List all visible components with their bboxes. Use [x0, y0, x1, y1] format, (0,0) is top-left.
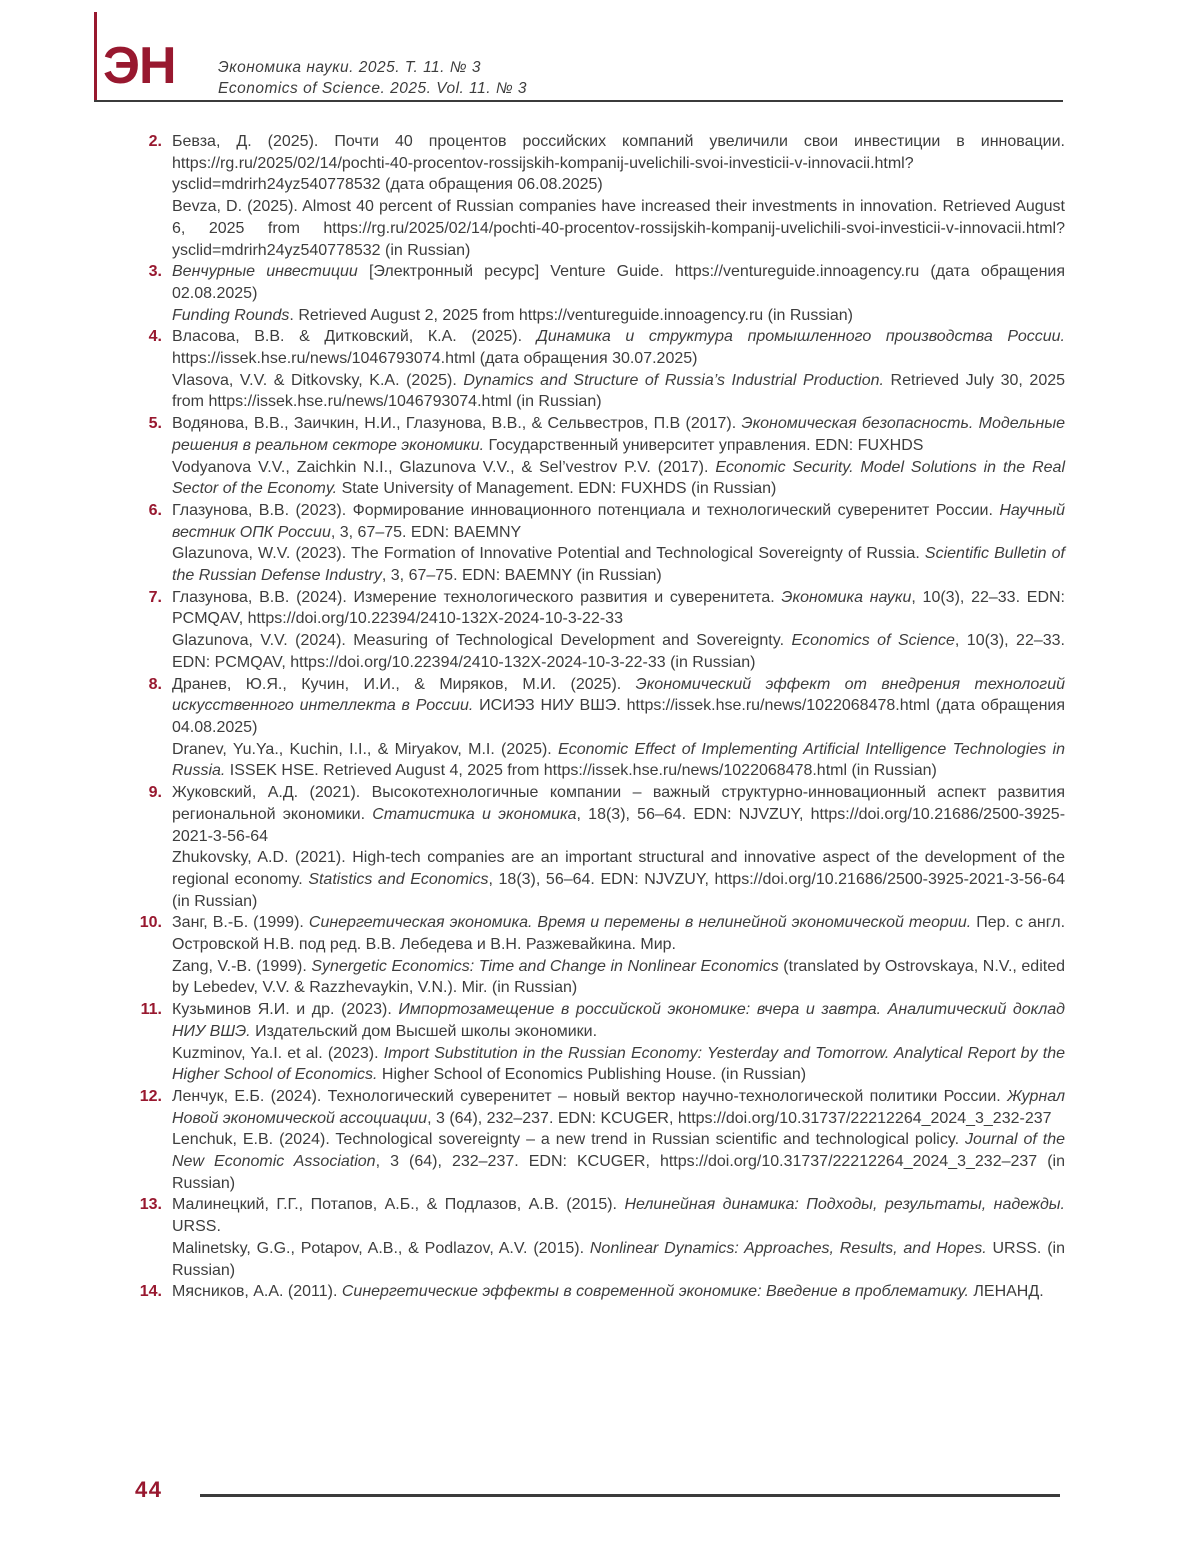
- logo-vertical-rule: [94, 12, 97, 102]
- reference-number: 13.: [139, 1196, 162, 1214]
- reference-english-entry: Glazunova, W.V. (2023). The Formation of Innovative Potential and Technological Sovereignty of Russia. Scientific Bulletin of the Russian Defense Industry, 3, 67–75. EDN: BAEMNY (in Russian): [172, 545, 1066, 585]
- reference-english-entry: Kuzminov, Ya.I. et al. (2023). Import Substitution in the Russian Economy: Yesterday and Tomorrow. Analytical Report by the Higher School of Economics. Higher School of Economics Publishing House. (in Russian): [172, 1044, 1065, 1084]
- reference-russian-entry: Водянова, В.В., Заичкин, Н.И., Глазунова, В.В., & Сельвестров, П.В (2017). Экономическая безопасность. Модельные решения в реальном секторе экономики. Государственный университет управления. EDN: FUXHDS: [172, 415, 1065, 454]
- reference-english-entry: Dranev, Yu.Ya., Kuchin, I.I., & Miryakov, M.I. (2025). Economic Effect of Implementing Artificial Intelligence Technologies in Russia. ISSEK HSE. Retrieved August 4, 2025 from https://issek.hse.ru/news/1022068478.html (in Russian): [172, 740, 1066, 780]
- reference-number: 6.: [148, 501, 162, 519]
- reference-text: [172, 131, 1065, 261]
- reference-text: [172, 782, 1065, 912]
- reference-english-entry: Malinetsky, G.G., Potapov, A.B., & Podlazov, A.V. (2015). Nonlinear Dynamics: Approaches, Results, and Hopes. URSS. (in Russian): [172, 1239, 1065, 1279]
- reference-russian-entry: Жуковский, А.Д. (2021). Высокотехнологичные компании – важный структурно-инновационный аспект развития региональной экономики. Статистика и экономика, 18(3), 56–64. EDN: NJVZUY, https://doi.org/10.21686/2500-3925-2021-3-56-64: [172, 784, 1066, 845]
- reference-item: [130, 587, 1065, 674]
- reference-russian-entry: Глазунова, В.В. (2023). Формирование инновационного потенциала и технологический суверенитет России. Научный вестник ОПК России, 3, 67–75. EDN: BAEMNY: [172, 501, 1065, 541]
- reference-number: 4.: [148, 328, 162, 346]
- reference-item: [130, 261, 1065, 326]
- journal-title-block: [218, 57, 527, 99]
- reference-item: [130, 912, 1065, 999]
- reference-item: [130, 326, 1065, 413]
- reference-russian-entry: Кузьминов Я.И. и др. (2023). Импортозамещение в российской экономике: вчера и завтра. Аналитический доклад НИУ ВШЭ. Издательский дом Высшей школы экономики.: [172, 1001, 1065, 1040]
- reference-english-entry: Glazunova, V.V. (2024). Measuring of Technological Development and Sovereignty. Economics of Science, 10(3), 22–33. EDN: PCMQAV, https://doi.org/10.22394/2410-132X-2024-10-3-22-33 (in Russian): [172, 632, 1065, 671]
- reference-number: 14.: [139, 1283, 162, 1301]
- reference-item: [130, 131, 1065, 261]
- reference-number: 3.: [148, 263, 162, 281]
- reference-text: [172, 1194, 1065, 1281]
- reference-english-entry: Bevza, D. (2025). Almost 40 percent of Russian companies have increased their investments in innovation. Retrieved August 6, 2025 from https://rg.ru/2025/02/14/pochti-40-procentov-rossijskih-kompanij-uvelichili-svoi-investicii-v-innovacii.html?ysclid=mdrirh24yz540778532 (in Russian): [172, 198, 1065, 259]
- reference-russian-entry: Мясников, А.А. (2011). Синергетические эффекты в современной экономике: Введение в проблематику. ЛЕНАНД.: [172, 1283, 1044, 1301]
- reference-english-entry: Zhukovsky, A.D. (2021). High-tech companies are an important structural and innovative aspect of the development of the regional economy. Statistics and Economics, 18(3), 56–64. EDN: NJVZUY, https://doi.org/10.21686/2500-3925-2021-3-56-64 (in Russian): [172, 849, 1065, 910]
- reference-item: [130, 500, 1065, 587]
- reference-english-entry: Lenchuk, E.B. (2024). Technological sovereignty – a new trend in Russian scientific and technological policy. Journal of the New Economic Association, 3 (64), 232–237. EDN: KCUGER, https://doi.org/10.31737/22212264_2024_3_232–237 (in Russian): [172, 1131, 1066, 1192]
- reference-russian-entry: Ленчук, Е.Б. (2024). Технологический суверенитет – новый вектор научно-технологической политики России. Журнал Новой экономической ассоциации, 3 (64), 232–237. EDN: KCUGER, https://doi.org/10.31737/22212264_2024_3_232-237: [172, 1087, 1065, 1127]
- reference-number: 2.: [148, 133, 162, 150]
- reference-text: [172, 326, 1065, 413]
- reference-text: [172, 1086, 1065, 1195]
- reference-item: [130, 1086, 1065, 1195]
- reference-text: [172, 261, 1065, 326]
- reference-russian-entry: Занг, В.-Б. (1999). Синергетическая экономика. Время и перемены в нелинейной экономической теории. Пер. с англ. Островской Н.В. под ред. В.В. Лебедева и В.Н. Разжевайкина. Мир.: [172, 914, 1066, 954]
- reference-text: [172, 912, 1065, 999]
- reference-item: [130, 413, 1065, 500]
- reference-russian-entry: Венчурные инвестиции [Электронный ресурс] Venture Guide. https://ventureguide.innoagency.ru (дата обращения 02.08.2025): [172, 263, 1066, 302]
- journal-title-en: Economics of Science. 2025. Vol. 11. № 3: [218, 80, 528, 97]
- reference-item: [130, 782, 1065, 912]
- reference-text: [172, 1281, 1065, 1303]
- reference-item: [130, 999, 1065, 1086]
- reference-number: 11.: [140, 1001, 162, 1019]
- footer-rule: [200, 1494, 1060, 1497]
- reference-russian-entry: Глазунова, В.В. (2024). Измерение технологического развития и суверенитета. Экономика науки, 10(3), 22–33. EDN: PCMQAV, https://doi.org/10.22394/2410-132X-2024-10-3-22-33: [172, 588, 1065, 628]
- reference-text: [172, 674, 1065, 783]
- reference-text: [172, 999, 1065, 1086]
- reference-item: [130, 674, 1065, 783]
- reference-english-entry: Zang, V.-B. (1999). Synergetic Economics: Time and Change in Nonlinear Economics (translated by Ostrovskaya, N.V., edited by Lebedev, V.V. & Razzhevaykin, V.N.). Mir. (in Russian): [172, 957, 1065, 997]
- reference-text: [172, 500, 1065, 587]
- journal-logo: ЭН: [103, 37, 176, 95]
- reference-russian-entry: Власова, В.В. & Дитковский, К.А. (2025). Динамика и структура промышленного производства России. https://issek.hse.ru/news/1046793074.html (дата обращения 30.07.2025): [172, 328, 1065, 368]
- reference-russian-entry: Дранев, Ю.Я., Кучин, И.И., & Миряков, М.И. (2025). Экономический эффект от внедрения технологий искусственного интеллекта в России. ИСИЭЗ НИУ ВШЭ. https://issek.hse.ru/news/1022068478.html (дата обращения 04.08.2025): [172, 675, 1066, 736]
- reference-number: 12.: [139, 1087, 162, 1105]
- header-rule: [94, 100, 1063, 102]
- reference-text: [172, 587, 1065, 674]
- journal-title-ru: Экономика науки. 2025. Т. 11. № 3: [218, 59, 481, 76]
- reference-english-entry: Vodyanova V.V., Zaichkin N.I., Glazunova V.V., & Sel’vestrov P.V. (2017). Economic Security. Model Solutions in the Real Sector of the Economy. State University of Management. EDN: FUXHDS (in Russian): [172, 458, 1065, 498]
- reference-russian-entry: Малинецкий, Г.Г., Потапов, А.Б., & Подлазов, А.В. (2015). Нелинейная динамика: Подходы, результаты, надежды. URSS.: [172, 1196, 1066, 1236]
- reference-number: 7.: [148, 588, 162, 606]
- reference-text: [172, 413, 1065, 500]
- reference-number: 9.: [148, 784, 162, 802]
- reference-item: [130, 1194, 1065, 1281]
- reference-russian-entry: Бевза, Д. (2025). Почти 40 процентов российских компаний увеличили свои инвестиции в инновации. https://rg.ru/2025/02/14/pochti-40-procentov-rossijskih-kompanij-uvelichili-svoi-investicii-v-innovacii.html?ysclid=mdrirh24yz540778532 (дата обращения 06.08.2025): [172, 133, 1065, 194]
- reference-item: [130, 1281, 1065, 1303]
- reference-number: 10.: [139, 914, 162, 932]
- references-list: [130, 131, 1065, 1303]
- reference-english-entry: Vlasova, V.V. & Ditkovsky, K.A. (2025). Dynamics and Structure of Russia’s Industrial Production. Retrieved July 30, 2025 from https://issek.hse.ru/news/1046793074.html (in Russian): [172, 371, 1066, 411]
- page-number: 44: [135, 1477, 163, 1502]
- reference-english-entry: Funding Rounds. Retrieved August 2, 2025 from https://ventureguide.innoagency.ru (in Russian): [172, 306, 853, 324]
- reference-number: 5.: [148, 415, 162, 433]
- reference-number: 8.: [148, 675, 162, 693]
